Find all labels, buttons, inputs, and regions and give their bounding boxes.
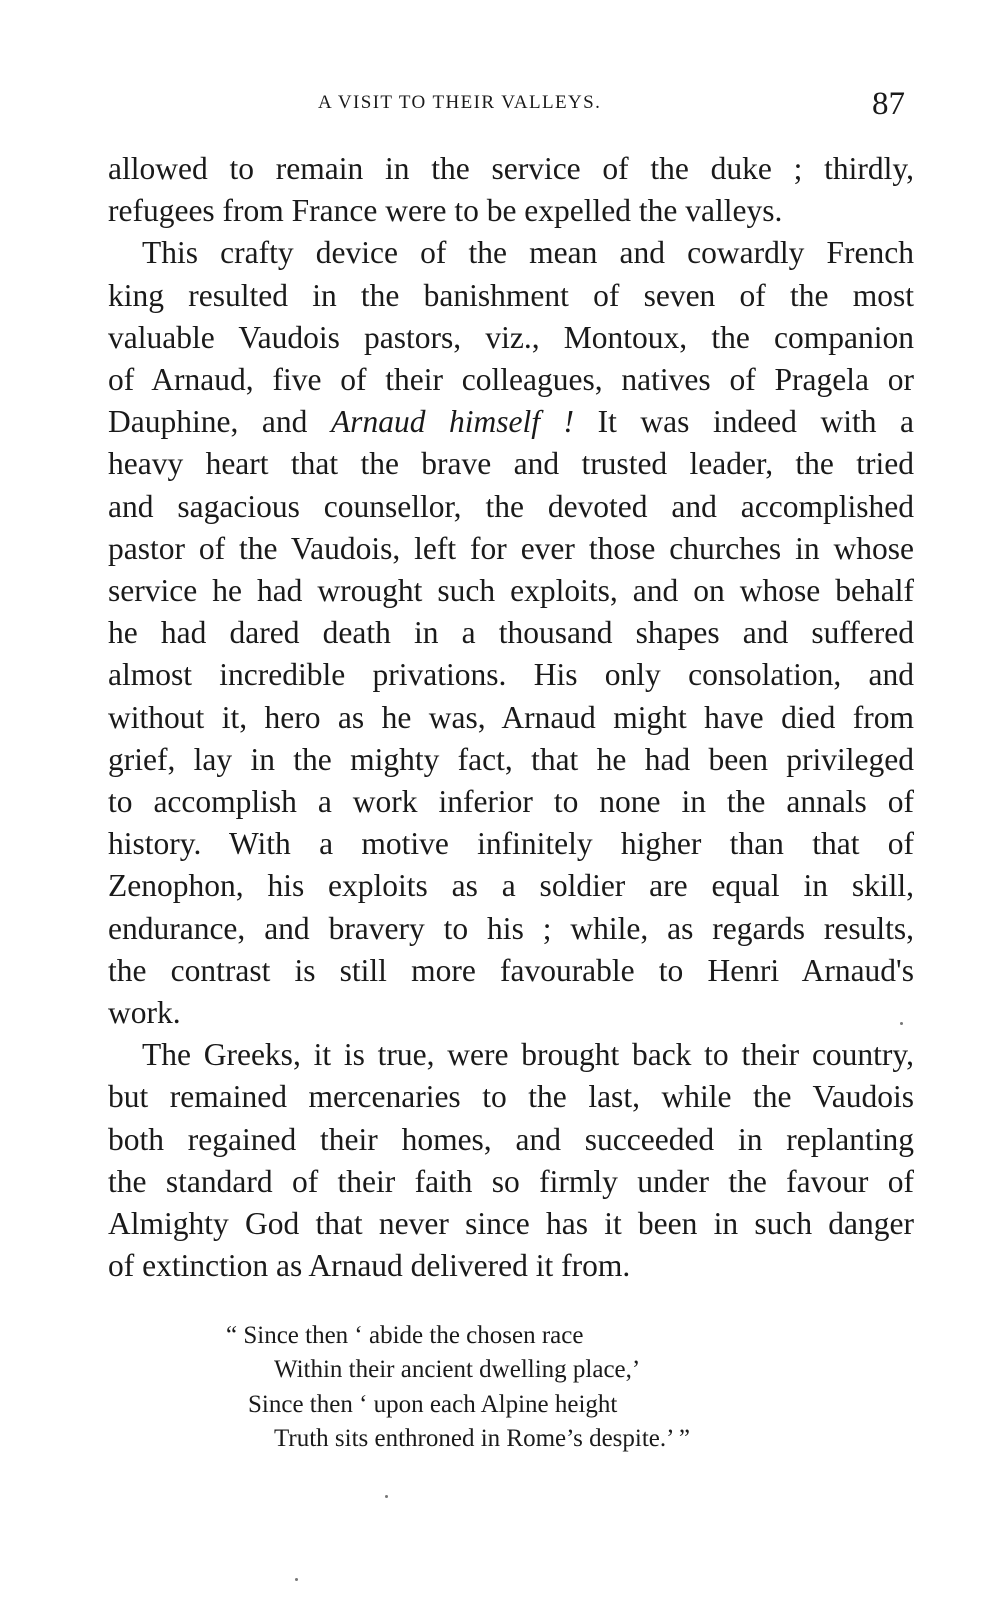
text-line: allowed to remain in the service of the duke ; thirdly,: [108, 151, 914, 186]
text-line: and sagacious counsellor, the devoted and accomplished: [108, 488, 914, 524]
speck-mark: [295, 1578, 298, 1581]
body-text: [108, 148, 914, 1287]
poem-line: Within their ancient dwelling place,’: [274, 1356, 641, 1384]
text-line: of Arnaud, five of their colleagues, natives of Pragela or: [108, 362, 914, 398]
text-line: history. With a motive infinitely higher than that of: [108, 826, 914, 862]
text-line: service he had wrought such exploits, and on whose behalf: [108, 573, 914, 609]
text-line: king resulted in the banishment of seven of the most: [108, 277, 914, 313]
text-line: but remained mercenaries to the last, while the Vaudois: [108, 1079, 914, 1115]
text-line: of extinction as Arnaud delivered it from.: [108, 1248, 631, 1284]
text-line: [108, 401, 914, 443]
text-line: refugees from France were to be expelled the valleys.: [108, 193, 783, 229]
text-line: valuable Vaudois pastors, viz., Montoux, the companion: [108, 319, 914, 355]
text-line: without it, hero as he was, Arnaud might have died from: [108, 699, 914, 735]
text-line: work.: [108, 995, 181, 1031]
text-line: both regained their homes, and succeeded in replanting: [108, 1121, 914, 1157]
paragraph-3: [108, 1034, 914, 1287]
text-line-content: This crafty device of the mean and cowardly French: [142, 235, 914, 271]
text-line: the standard of their faith so firmly under the favour of: [108, 1163, 914, 1199]
text-line: he had dared death in a thousand shapes and suffered: [108, 615, 914, 651]
running-head: [0, 86, 1001, 126]
text-segment: It was indeed with a: [597, 404, 915, 440]
poem-line: Truth sits enthroned in Rome’s despite.’ ”: [274, 1424, 690, 1452]
emphasis-text: Arnaud himself !: [330, 404, 575, 440]
text-line: [108, 1034, 914, 1076]
running-title: A VISIT TO THEIR VALLEYS.: [318, 92, 602, 113]
paragraph-2: [108, 232, 914, 1034]
text-line: to accomplish a work inferior to none in the annals of: [108, 784, 914, 820]
poem-line: Since then ‘ upon each Alpine height: [248, 1390, 618, 1418]
text-line: pastor of the Vaudois, left for ever those churches in whose: [108, 530, 914, 566]
text-line: the contrast is still more favourable to Henri Arnaud's: [108, 952, 914, 988]
poem-quotation: [226, 1319, 690, 1456]
text-line: almost incredible privations. His only consolation, and: [108, 657, 914, 693]
speck-mark: [385, 1495, 388, 1498]
poem-line: “ Since then ‘ abide the chosen race: [226, 1322, 584, 1349]
text-line: endurance, and bravery to his ; while, as regards results,: [108, 910, 914, 946]
text-line: Zenophon, his exploits as a soldier are equal in skill,: [108, 868, 914, 904]
paragraph-1: [108, 148, 914, 232]
text-segment: Dauphine, and: [108, 404, 308, 440]
text-line: grief, lay in the mighty fact, that he had been privileged: [108, 741, 914, 777]
page-number: 87: [872, 86, 905, 122]
text-line: heavy heart that the brave and trusted leader, the tried: [108, 446, 914, 482]
speck-mark: [900, 1022, 903, 1025]
text-line-content: The Greeks, it is true, were brought back to their country,: [142, 1037, 914, 1073]
text-line: [108, 232, 914, 274]
text-line: Almighty God that never since has it been in such danger: [108, 1206, 914, 1242]
